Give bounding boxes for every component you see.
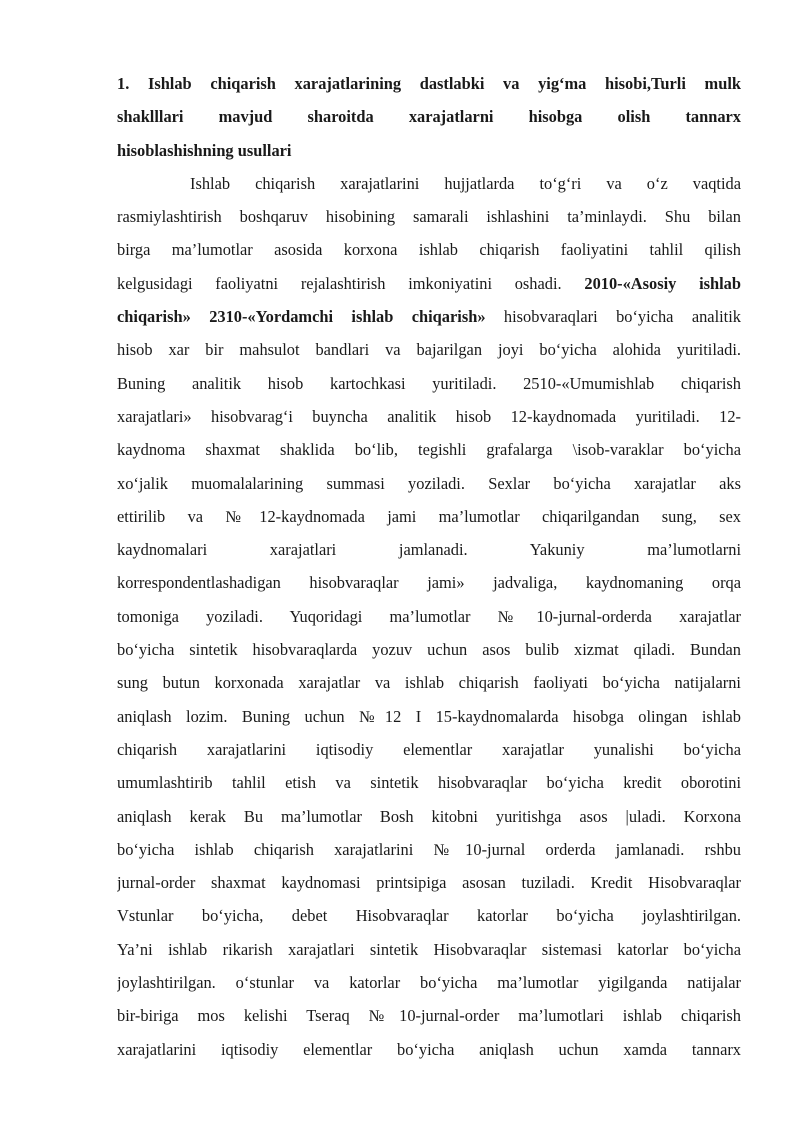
bold-account-ref: 2310-«Yordamchi ishlab chiqarish» — [209, 307, 486, 327]
paragraph-line: joylashtirilgan. o‘stunlar va katorlar bo‘yicha ma’lumotlar yigilganda natijalar — [117, 973, 741, 993]
paragraph-line: bo‘yicha sintetik hisobvaraqlarda yozuv uchun asos bulib xizmat qiladi. Bundan — [117, 640, 741, 660]
paragraph-line: bo‘yicha ishlab chiqarish xarajatlarini №10-jurnal orderda jamlanadi. rshbu — [117, 839, 741, 859]
paragraph-line: bir-biriga mos kelishi Tseraq №10-jurnal-order ma’lumotlari ishlab chiqarish — [117, 1006, 741, 1026]
bold-account-ref: 2010-«Asosiy ishlab — [584, 273, 741, 293]
paragraph-line: Ishlab chiqarish xarajatlarini hujjatlarda to‘g‘ri va o‘z vaqtida — [190, 173, 741, 193]
paragraph-line: hisob xar bir mahsulot bandlari va bajarilgan joyi bo‘yicha alohida yuritiladi. — [117, 340, 741, 360]
bold-account-ref: chiqarish» — [117, 307, 191, 327]
heading-line: 1. Ishlab chiqarish xarajatlarining dastlabki va yig‘ma hisobi,Turli mulk — [117, 74, 741, 93]
paragraph-line: ettirilib va №12-kaydnomada jami ma’lumotlar chiqarilgandan sung, sex — [117, 506, 741, 526]
paragraph-line: tomoniga yoziladi. Yuqoridagi ma’lumotlar №10-jurnal-orderda xarajatlar — [117, 606, 741, 626]
paragraph-line: korrespondentlashadigan hisobvaraqlar jami» jadvaliga, kaydnomaning orqa — [117, 573, 741, 593]
paragraph-line: Buning analitik hisob kartochkasi yuritiladi. 2510-«Umumishlab chiqarish — [117, 373, 741, 393]
paragraph-text: hisobvaraqlari bo‘yicha analitik — [503, 307, 741, 327]
paragraph-line: Ya’ni ishlab rikarish xarajatlari sintetik Hisobvaraqlar sistemasi katorlar bo‘yicha — [117, 939, 741, 959]
paragraph-line — [117, 267, 741, 300]
paragraph-line: xarajatlarini iqtisodiy elementlar bo‘yicha aniqlash uchun xamda tannarx — [117, 1039, 741, 1059]
paragraph-line: rasmiylashtirish boshqaruv hisobining samarali ishlashini ta’minlaydi. Shu bilan — [117, 207, 741, 227]
paragraph-line: aniqlash kerak Bu ma’lumotlar Bosh kitobni yuritishga asos |uladi. Korxona — [117, 806, 741, 826]
paragraph-line: kaydnomalari xarajatlari jamlanadi. Yakuniy ma’lumotlarni — [117, 540, 741, 560]
paragraph-line: umumlashtirib tahlil etish va sintetik hisobvaraqlar bo‘yicha kredit oborotini — [117, 773, 741, 793]
paragraph-line: chiqarish xarajatlarini iqtisodiy elementlar xarajatlar yunalishi bo‘yicha — [117, 739, 741, 759]
paragraph-line: xo‘jalik muomalalarining summasi yoziladi. Sexlar bo‘yicha xarajatlar aks — [117, 473, 741, 493]
paragraph-line: kaydnoma shaxmat shaklida bo‘lib, tegishli grafalarga \isob-varaklar bo‘yicha — [117, 440, 741, 460]
paragraph-line: aniqlash lozim. Buning uchun №12 I 15-kaydnomalarda hisobga olingan ishlab — [117, 706, 741, 726]
heading-line: hisoblashishning usullari — [117, 140, 292, 160]
paragraph-line — [117, 300, 741, 333]
heading-line: shaklllari mavjud sharoitda xarajatlarni hisobga olish tannarx — [117, 107, 741, 127]
paragraph-text: kelgusidagi faoliyatni rejalashtirish imkoniyatini oshadi. — [117, 273, 562, 293]
paragraph-line: xarajatlari» hisobvarag‘i buyncha analitik hisob 12-kaydnomada yuritiladi. 12- — [117, 406, 741, 426]
paragraph-line: jurnal-order shaxmat kaydnomasi printsipiga asosan tuziladi. Kredit Hisobvaraqlar — [117, 873, 741, 893]
document-body — [117, 67, 741, 1066]
paragraph-line: sung butun korxonada xarajatlar va ishlab chiqarish faoliyati bo‘yicha natijalarni — [117, 673, 741, 693]
paragraph-line: Vstunlar bo‘yicha, debet Hisobvaraqlar katorlar bo‘yicha joylashtirilgan. — [117, 906, 741, 926]
paragraph-line: birga ma’lumotlar asosida korxona ishlab chiqarish faoliyatini tahlil qilish — [117, 240, 741, 260]
